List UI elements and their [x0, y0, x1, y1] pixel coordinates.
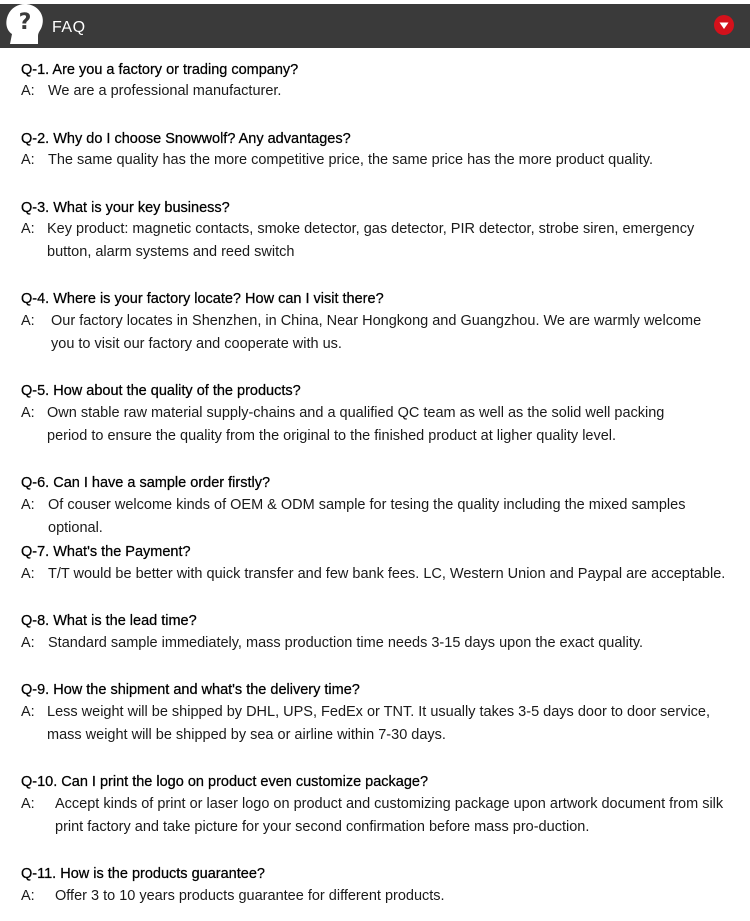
answer-prefix: A: [21, 405, 35, 421]
answer-prefix: A: [21, 566, 35, 582]
faq-answer [21, 218, 737, 264]
chevron-down-icon[interactable] [713, 14, 735, 36]
answer-prefix: A: [21, 83, 35, 99]
faq-answer [21, 402, 692, 448]
answer-prefix: A: [21, 704, 35, 720]
faq-answer [21, 80, 728, 103]
page-title: FAQ [52, 19, 86, 36]
answer-text: Key product: magnetic contacts, smoke detector, gas detector, PIR detector, strobe siren, emergency button, alarm systems and reed switch [47, 221, 695, 260]
faq-question: Q-5. How about the quality of the products? [21, 383, 301, 399]
faq-answer [21, 632, 728, 655]
answer-text: Accept kinds of print or laser logo on product and customizing package upon artwork document from silk print factory and take picture for your second confirmation before mass pro-duction. [55, 796, 724, 835]
answer-prefix: A: [21, 313, 35, 329]
answer-text: Own stable raw material supply-chains and a qualified QC team as well as the solid well packing period to ensure the quality from the original to the finished product at ligher quality level. [47, 405, 665, 444]
faq-header [0, 0, 750, 48]
answer-text: Offer 3 to 10 years products guarantee for different products. [55, 888, 445, 904]
faq-question: Q-7. What's the Payment? [21, 544, 191, 560]
answer-text: Of couser welcome kinds of OEM & ODM sample for tesing the quality including the mixed samples optional. [48, 497, 686, 536]
faq-answer [21, 494, 728, 540]
faq-question: Q-2. Why do I choose Snowwolf? Any advantages? [21, 131, 351, 147]
faq-question: Q-11. How is the products guarantee? [21, 866, 265, 882]
faq-question: Q-10. Can I print the logo on product even customize package? [21, 774, 429, 790]
faq-answer [21, 701, 722, 747]
faq-answer [21, 310, 711, 356]
faq-answer [21, 793, 725, 839]
svg-text:?: ? [18, 10, 32, 35]
answer-prefix: A: [21, 497, 35, 513]
faq-answer [21, 885, 735, 908]
faq-question: Q-3. What is your key business? [21, 200, 230, 216]
faq-question: Q-1. Are you a factory or trading company? [21, 62, 299, 78]
faq-answer [21, 149, 728, 172]
answer-prefix: A: [21, 152, 35, 168]
answer-text: Our factory locates in Shenzhen, in China, Near Hongkong and Guangzhou. We are warmly welcome you to visit our factory and cooperate with us. [51, 313, 702, 352]
faq-question: Q-4. Where is your factory locate? How can I visit there? [21, 291, 384, 307]
faq-question: Q-9. How the shipment and what's the delivery time? [21, 682, 360, 698]
answer-prefix: A: [21, 888, 35, 904]
faq-question: Q-6. Can I have a sample order firstly? [21, 475, 271, 491]
question-head-icon [0, 0, 48, 48]
faq-answer [21, 563, 728, 586]
answer-prefix: A: [21, 796, 35, 812]
answer-prefix: A: [21, 635, 35, 651]
header-bar [0, 4, 750, 48]
answer-text: Less weight will be shipped by DHL, UPS, FedEx or TNT. It usually takes 3-5 days door to door service, mass weight will be shipped by sea or airline within 7-30 days. [47, 704, 711, 743]
answer-text: T/T would be better with quick transfer and few bank fees. LC, Western Union and Paypal are acceptable. [48, 566, 726, 582]
answer-text: Standard sample immediately, mass production time needs 3-15 days upon the exact quality. [48, 635, 644, 651]
answer-text: The same quality has the more competitive price, the same price has the more product quality. [48, 152, 653, 168]
answer-prefix: A: [21, 221, 35, 237]
faq-question: Q-8. What is the lead time? [21, 613, 197, 629]
answer-text: We are a professional manufacturer. [48, 83, 282, 99]
